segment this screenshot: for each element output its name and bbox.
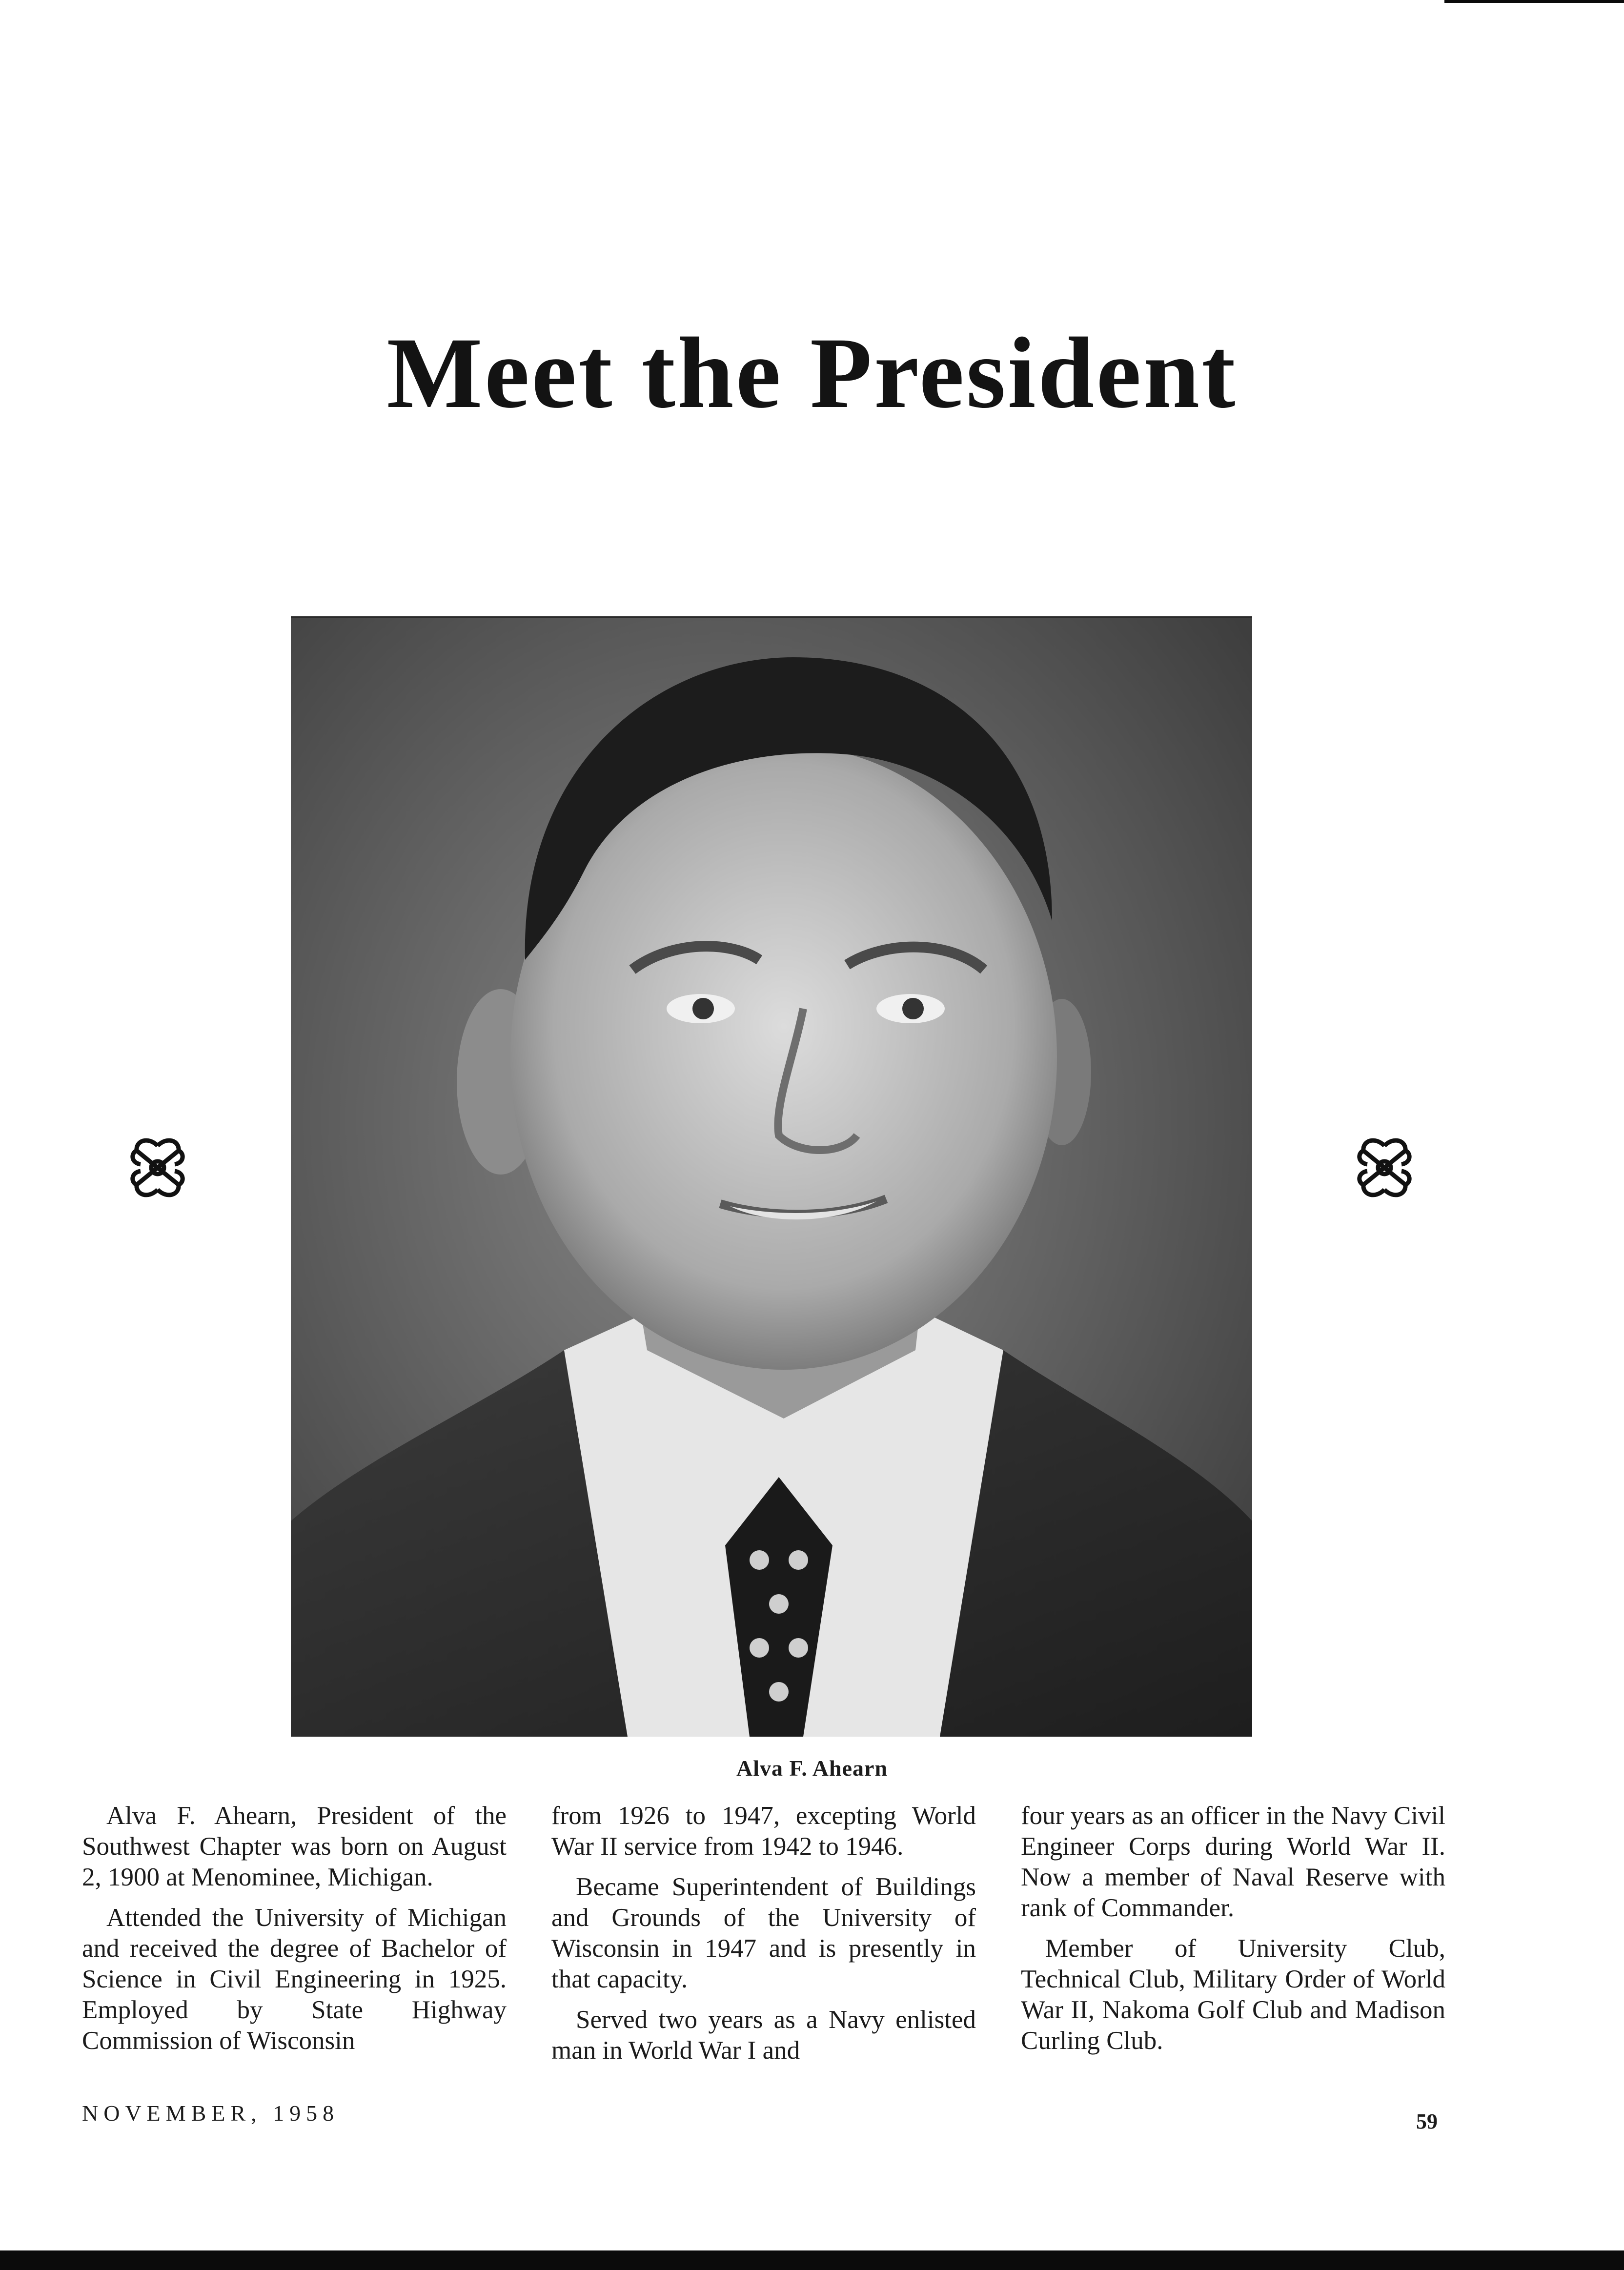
paragraph: Became Superintendent of Buildings and Grounds of the University of Wisconsin in 1947 and is presently in that capacity.	[551, 1873, 976, 1993]
text-column-3	[1021, 1801, 1445, 2066]
floral-ornament-icon	[126, 1136, 189, 1199]
photo-caption: Alva F. Ahearn	[736, 1756, 888, 1781]
text-column-2	[551, 1801, 976, 2076]
page-title: Meet the President	[386, 317, 1238, 429]
paragraph: Alva F. Ahearn, President of the Southwest Chapter was born on August 2, 1900 at Menominee, Michigan.	[82, 1802, 507, 1891]
portrait-photo	[291, 616, 1252, 1737]
paragraph: from 1926 to 1947, excepting World War II service from 1942 to 1946.	[551, 1802, 976, 1861]
paragraph: Member of University Club, Technical Club, Military Order of World War II, Nakoma Golf Club and Madison Curling Club.	[1021, 1934, 1445, 2055]
paragraph: Served two years as a Navy enlisted man in World War I and	[551, 2006, 976, 2065]
page-number: 59	[1416, 2109, 1438, 2133]
issue-date: NOVEMBER, 1958	[82, 2101, 340, 2126]
paragraph: four years as an officer in the Navy Civil Engineer Corps during World War II. Now a member of Naval Reserve with rank of Commander.	[1021, 1802, 1445, 1922]
floral-ornament-icon	[1353, 1136, 1416, 1199]
top-edge-rule	[1444, 0, 1624, 3]
text-column-1	[82, 1801, 507, 2066]
paragraph: Attended the University of Michigan and received the degree of Bachelor of Science in Civil Engineering in 1925. Employed by State Highway Commission of Wisconsin	[82, 1904, 507, 2055]
bottom-edge-rule	[0, 2250, 1624, 2270]
